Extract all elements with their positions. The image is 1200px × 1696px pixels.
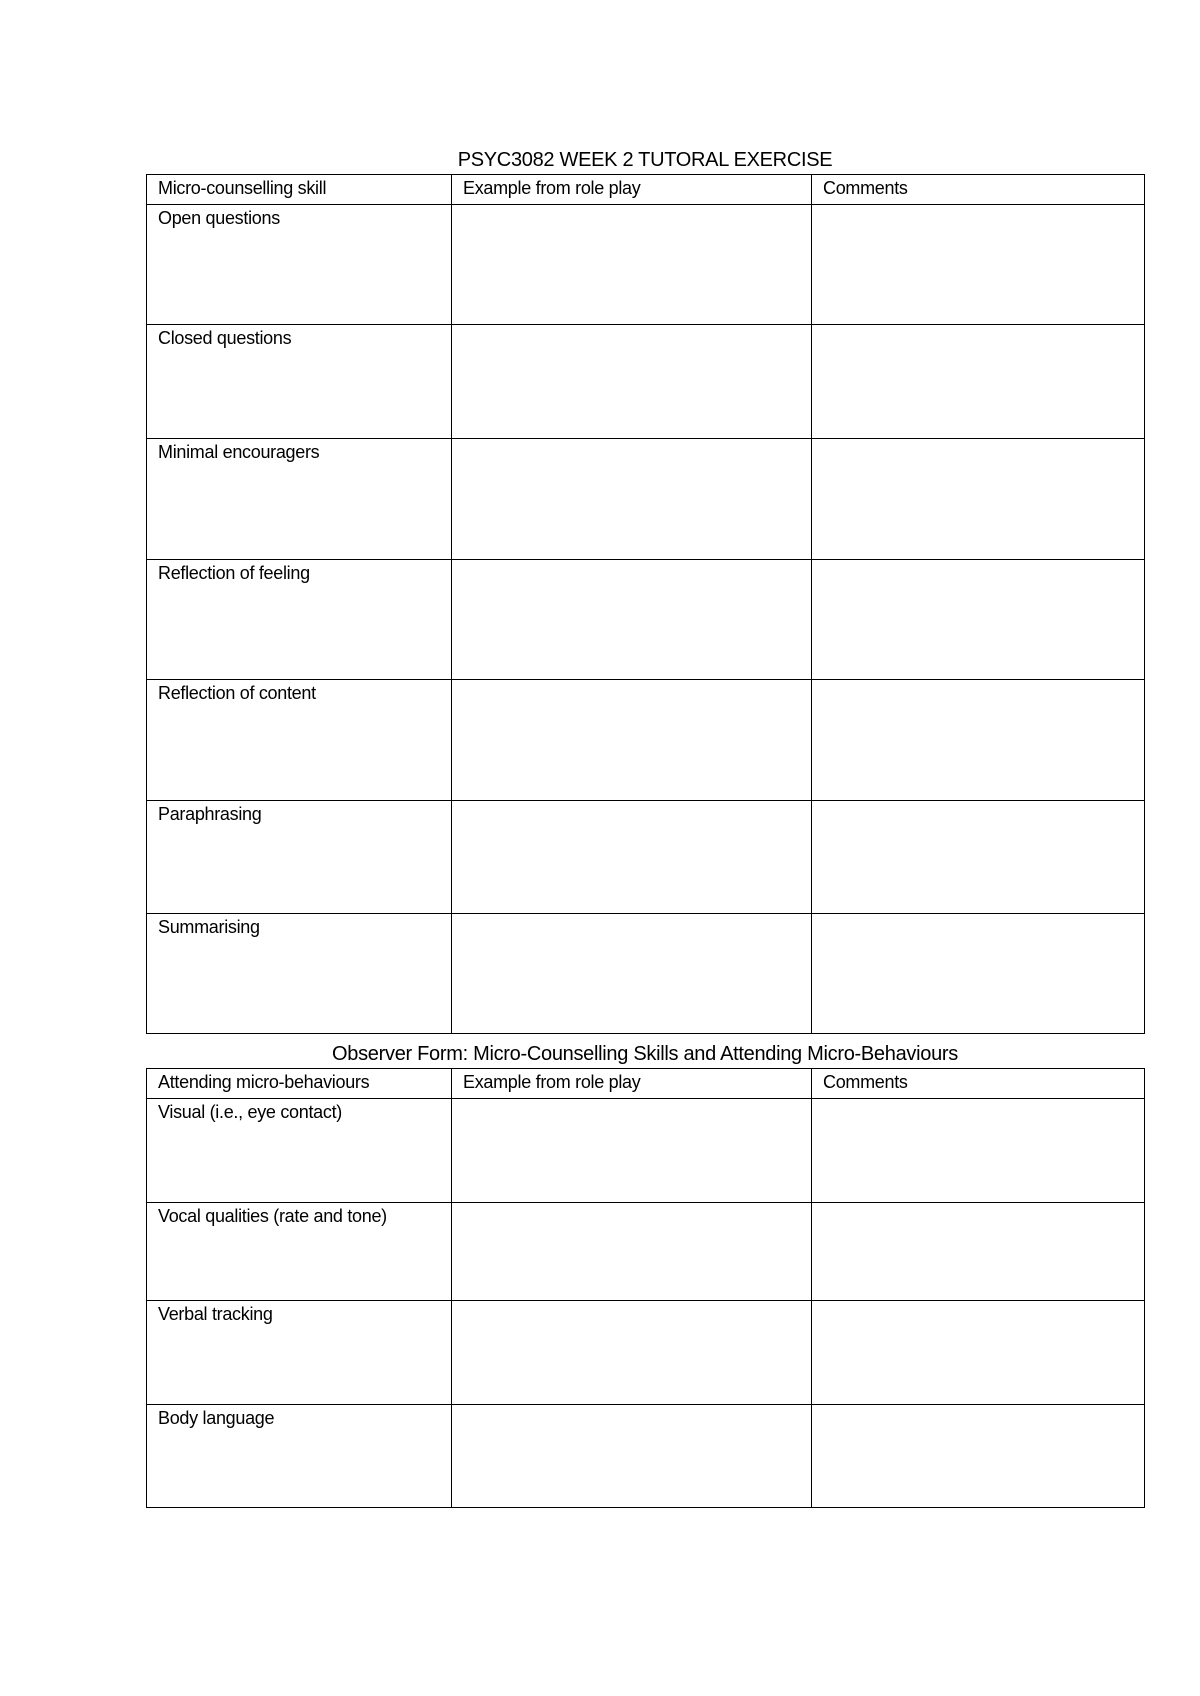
- comments-cell[interactable]: [812, 680, 1145, 801]
- table-row: [147, 801, 1145, 914]
- skill-label: Open questions: [147, 205, 452, 325]
- example-cell[interactable]: [452, 1203, 812, 1301]
- example-cell[interactable]: [452, 914, 812, 1034]
- behaviour-label: Verbal tracking: [147, 1301, 452, 1405]
- comments-cell[interactable]: [812, 914, 1145, 1034]
- observer-form-subtitle: Observer Form: Micro-Counselling Skills and Attending Micro-Behaviours: [332, 1043, 958, 1065]
- table-row: [147, 914, 1145, 1034]
- behaviour-label: Visual (i.e., eye contact): [147, 1099, 452, 1203]
- example-cell[interactable]: [452, 680, 812, 801]
- example-cell[interactable]: [452, 1405, 812, 1508]
- table-row: [147, 1301, 1145, 1405]
- comments-cell[interactable]: [812, 1301, 1145, 1405]
- column-header-behaviour: Attending micro-behaviours: [147, 1069, 452, 1099]
- column-header-example: Example from role play: [452, 1069, 812, 1099]
- skill-label: Paraphrasing: [147, 801, 452, 914]
- example-cell[interactable]: [452, 205, 812, 325]
- comments-cell[interactable]: [812, 1099, 1145, 1203]
- table-row: [147, 680, 1145, 801]
- comments-cell[interactable]: [812, 205, 1145, 325]
- comments-cell[interactable]: [812, 1405, 1145, 1508]
- example-cell[interactable]: [452, 801, 812, 914]
- example-cell[interactable]: [452, 439, 812, 560]
- skill-label: Reflection of feeling: [147, 560, 452, 680]
- table-row: [147, 325, 1145, 439]
- example-cell[interactable]: [452, 325, 812, 439]
- table-row: [147, 1405, 1145, 1508]
- skill-label: Summarising: [147, 914, 452, 1034]
- table-row: [147, 1099, 1145, 1203]
- attending-micro-behaviours-table: [146, 1068, 1145, 1508]
- column-header-skill: Micro-counselling skill: [147, 175, 452, 205]
- table-header-row: [147, 175, 1145, 205]
- table-row: [147, 205, 1145, 325]
- behaviour-label: Vocal qualities (rate and tone): [147, 1203, 452, 1301]
- behaviour-label: Body language: [147, 1405, 452, 1508]
- comments-cell[interactable]: [812, 1203, 1145, 1301]
- table-row: [147, 1203, 1145, 1301]
- example-cell[interactable]: [452, 1099, 812, 1203]
- table-row: [147, 560, 1145, 680]
- document-title: PSYC3082 WEEK 2 TUTORAL EXERCISE: [457, 149, 833, 171]
- comments-cell[interactable]: [812, 801, 1145, 914]
- column-header-comments: Comments: [812, 175, 1145, 205]
- comments-cell[interactable]: [812, 560, 1145, 680]
- skill-label: Closed questions: [147, 325, 452, 439]
- comments-cell[interactable]: [812, 439, 1145, 560]
- table-row: [147, 439, 1145, 560]
- skill-label: Minimal encouragers: [147, 439, 452, 560]
- skill-label: Reflection of content: [147, 680, 452, 801]
- example-cell[interactable]: [452, 560, 812, 680]
- table-header-row: [147, 1069, 1145, 1099]
- comments-cell[interactable]: [812, 325, 1145, 439]
- column-header-example: Example from role play: [452, 175, 812, 205]
- column-header-comments: Comments: [812, 1069, 1145, 1099]
- example-cell[interactable]: [452, 1301, 812, 1405]
- micro-counselling-skills-table: [146, 174, 1145, 1034]
